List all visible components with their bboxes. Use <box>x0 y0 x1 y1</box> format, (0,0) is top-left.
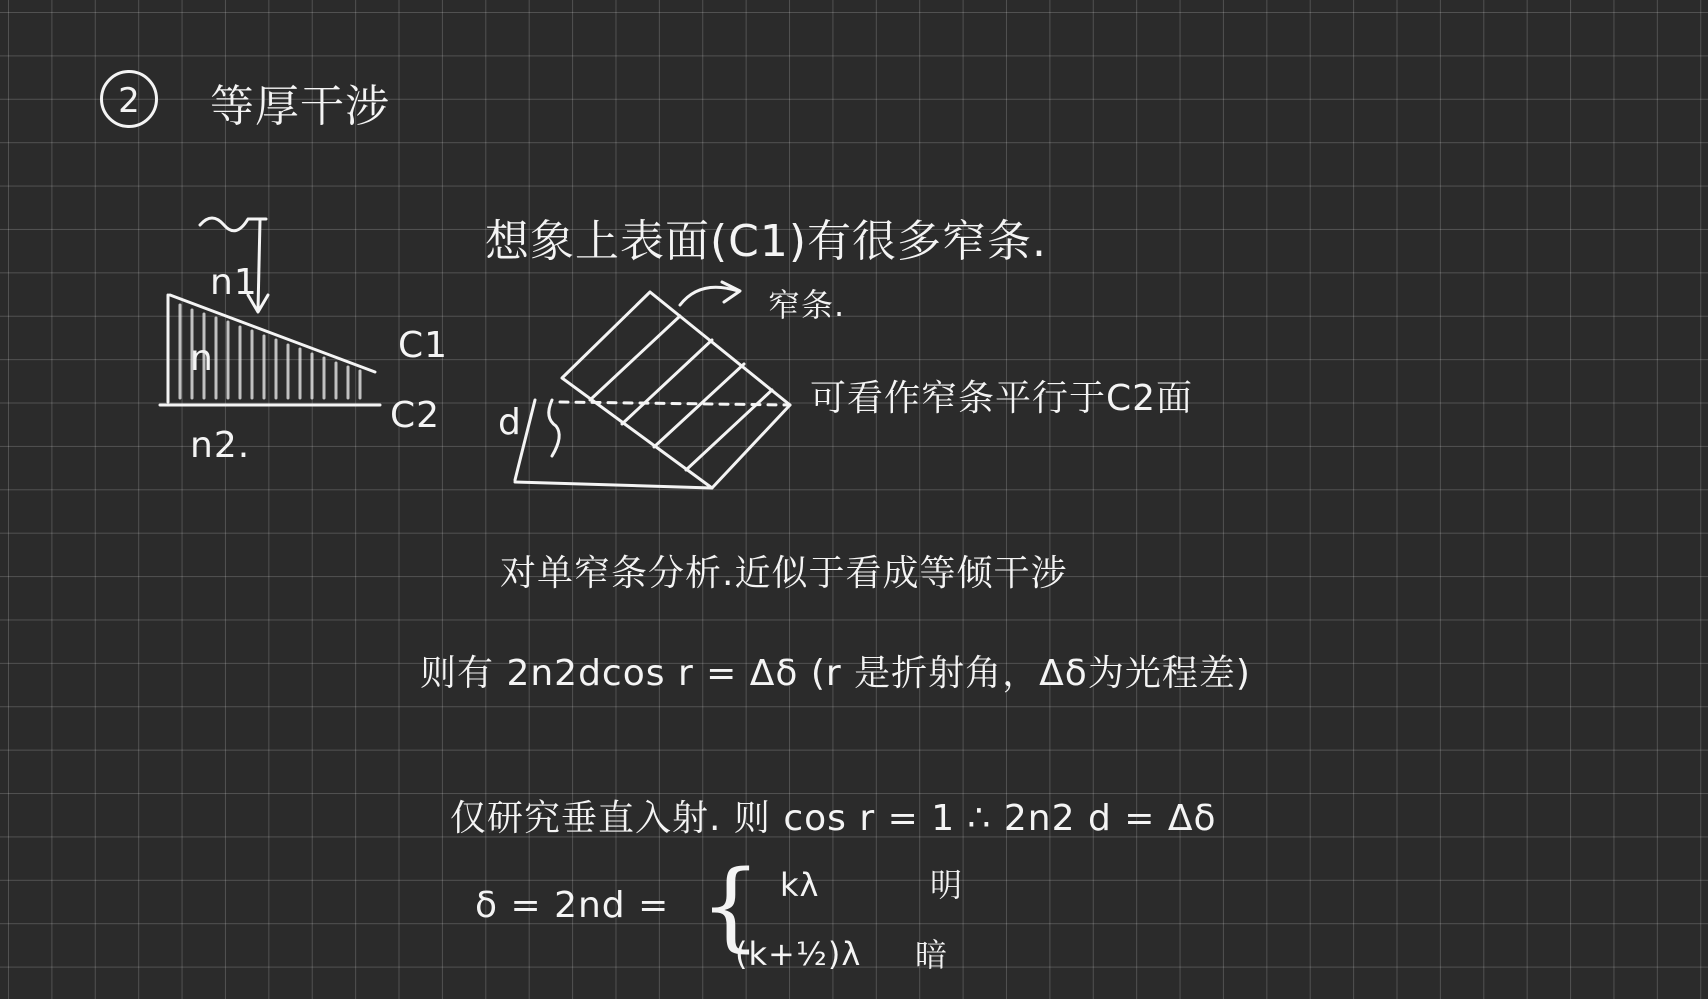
label-n1: n1 <box>210 262 258 303</box>
light-arrow-line <box>258 220 260 310</box>
case-dark-value: (k+½)λ <box>735 935 862 973</box>
label-n: n <box>190 338 214 379</box>
section-number: 2 <box>100 70 158 128</box>
strip-pointer-line <box>680 287 738 305</box>
label-strip: 窄条. <box>768 286 846 324</box>
label-c1: C1 <box>398 325 449 366</box>
light-wave-icon <box>200 218 266 231</box>
label-d: d <box>498 402 522 443</box>
note-line-2: 可看作窄条平行于C2面 <box>810 378 1194 419</box>
note-line-1: 想象上表面(C1)有很多窄条. <box>485 216 1048 267</box>
section-title: 等厚干涉 <box>210 81 390 132</box>
cases-lhs: δ = 2nd = <box>475 885 670 926</box>
note-line-3: 对单窄条分析.近似于看成等倾干涉 <box>500 553 1068 594</box>
strip-base-line <box>515 482 712 488</box>
note-line-4: 则有 2n2dcos r = Δδ (r 是折射角，Δδ为光程差) <box>420 653 1251 694</box>
strip-dashed-line <box>560 402 790 405</box>
label-n2: n2. <box>190 425 251 466</box>
label-c2: C2 <box>390 395 441 436</box>
note-line-5: 仅研究垂直入射. 则 cos r = 1 ∴ 2n2 d = Δδ <box>450 798 1217 839</box>
d-brace-icon <box>549 400 559 456</box>
strip-pointer-head-icon <box>722 282 740 302</box>
case-bright-value: kλ <box>780 866 820 904</box>
case-bright-label: 明 <box>930 866 964 904</box>
strip-figure <box>515 282 790 488</box>
cases-brace-icon: { <box>700 850 762 962</box>
case-dark-label: 暗 <box>915 936 949 974</box>
